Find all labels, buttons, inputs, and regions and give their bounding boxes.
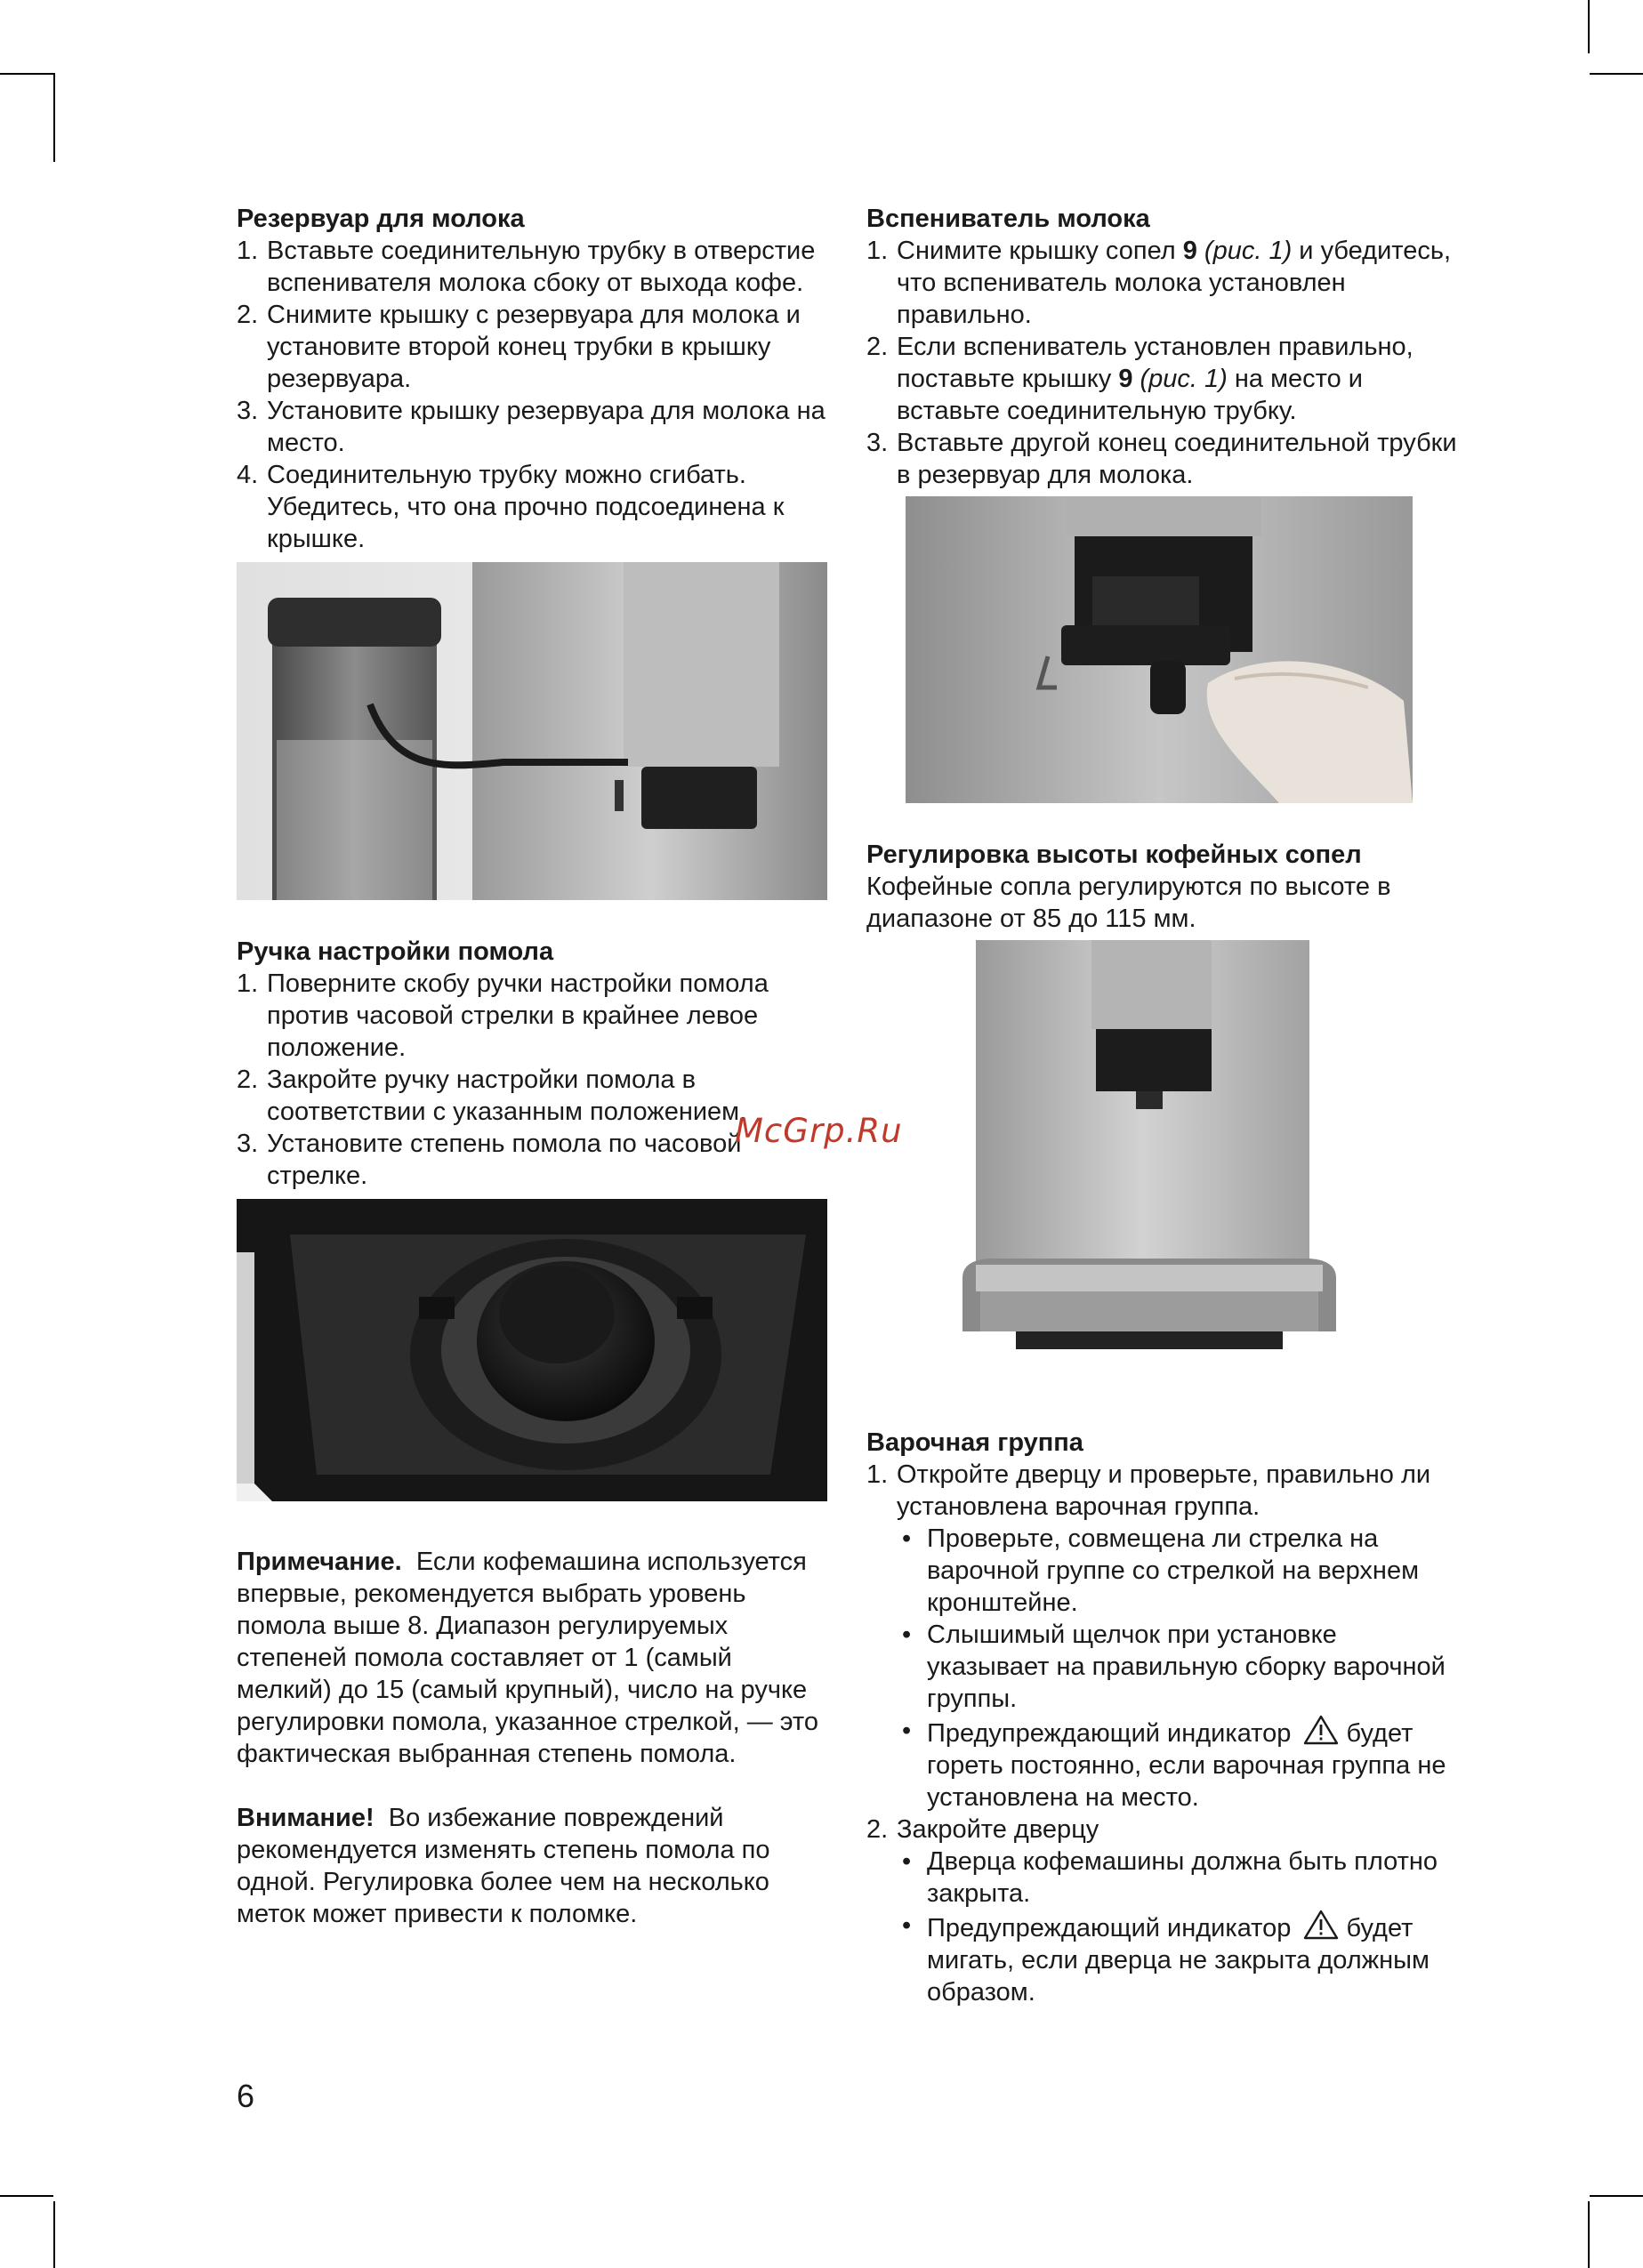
note-label: Примечание. (237, 1548, 402, 1576)
frother-title: Вспениватель молока (866, 205, 1150, 233)
list-item: 1. Поверните скобу ручки настройки помола против часовой стрелки в крайнее левое положение. (237, 969, 769, 1062)
crop-mark (1588, 0, 1590, 53)
crop-mark (1588, 2201, 1590, 2268)
page-number: 6 (237, 2078, 255, 2114)
milk-tank-photo (237, 562, 827, 900)
milk-tank-steps (237, 235, 827, 555)
list-item: 4. Соединительную трубку можно сгибать. Убедитесь, что она прочно подсоединена к крышке. (237, 461, 785, 553)
list-item: 2. Закройте дверцу (866, 1815, 1099, 1844)
nozzle-height-section (866, 839, 1457, 935)
warning-triangle-icon (1303, 1910, 1339, 1940)
attention-paragraph: Внимание! Во избежание повреждений рекомендуется изменять степень помола по одной. Регулировка более чем на несколько меток может привести к поломке. (237, 1804, 770, 1928)
grind-knob-title: Ручка настройки помола (237, 937, 554, 966)
crop-mark (0, 73, 53, 75)
watermark: McGrp.Ru (735, 1112, 903, 1150)
list-item: 1. Вставьте соединительную трубку в отверстие вспенивателя молока сбоку от выхода кофе. (237, 237, 816, 297)
brew-group-section (866, 1427, 1457, 2008)
list-item: 1. Снимите крышку сопел 9 (рис. 1) и убедитесь, что вспениватель молока установлен правильно. (866, 237, 1452, 329)
list-item: 3. Вставьте другой конец соединительной трубки в резервуар для молока. (866, 429, 1457, 489)
list-item: 3. Установите степень помола по часовой стрелке. (237, 1130, 742, 1190)
nozzle-height-photo (962, 940, 1336, 1380)
crop-mark (53, 2201, 55, 2268)
list-item: 2. Снимите крышку с резервуара для молока и установите второй конец трубки в крышку резервуара. (237, 301, 801, 393)
warning-triangle-icon (1303, 1715, 1339, 1745)
crop-mark (0, 2195, 53, 2197)
frother-photo (906, 496, 1413, 803)
list-item: • Предупреждающий индикатор будет гореть постоянно, если варочная группа не установлена на место. (897, 1715, 1457, 1814)
grind-knob-photo (237, 1199, 827, 1501)
list-item: • Дверца кофемашины должна быть плотно закрыта. (897, 1846, 1457, 1910)
note-paragraph: Примечание. Если кофемашина используется впервые, рекомендуется выбрать уровень помола выше 8. Диапазон регулируемых степеней помола составляет от 1 (самый мелкий) до 15 (самый крупный), число на ручке регулировки помола, указанное стрелкой, — это фактическая выбранная степень помола. (237, 1548, 819, 1768)
list-item: 1. Откройте дверцу и проверьте, правильно ли установлена варочная группа. (866, 1460, 1431, 1521)
list-item: 3. Установите крышку резервуара для молока на место. (237, 397, 826, 457)
brew-group-steps (866, 1459, 1457, 1523)
crop-mark (53, 73, 55, 162)
crop-mark (1590, 2195, 1643, 2197)
brew-group-step1-bullets (866, 1523, 1457, 1814)
milk-tank-section (237, 203, 827, 555)
brew-group-steps-2 (866, 1814, 1457, 1846)
milk-tank-title: Резервуар для молока (237, 205, 525, 233)
list-item: 2. Если вспениватель установлен правильно, поставьте крышку 9 (рис. 1) на место и вставьте соединительную трубку. (866, 333, 1413, 425)
nozzle-height-text: Кофейные сопла регулируются по высоте в диапазоне от 85 до 115 мм. (866, 873, 1391, 933)
left-column (237, 203, 827, 1930)
nozzle-height-title: Регулировка высоты кофейных сопел (866, 840, 1362, 869)
list-item: • Предупреждающий индикатор будет мигать, если дверца не закрыта должным образом. (897, 1910, 1457, 2008)
frother-section (866, 203, 1457, 491)
attention-label: Внимание! (237, 1804, 375, 1832)
right-column (866, 203, 1457, 2008)
crop-mark (1590, 73, 1643, 75)
list-item: • Проверьте, совмещена ли стрелка на варочной группе со стрелкой на верхнем кронштейне. (897, 1523, 1457, 1619)
grind-knob-steps (237, 968, 827, 1192)
grind-knob-section (237, 936, 827, 1192)
brew-group-title: Варочная группа (866, 1428, 1083, 1457)
brew-group-step2-bullets (866, 1846, 1457, 2008)
list-item: • Слышимый щелчок при установке указывает на правильную сборку варочной группы. (897, 1619, 1457, 1715)
frother-steps (866, 235, 1457, 491)
list-item: 2. Закройте ручку настройки помола в соответствии с указанным положением. (237, 1066, 747, 1126)
